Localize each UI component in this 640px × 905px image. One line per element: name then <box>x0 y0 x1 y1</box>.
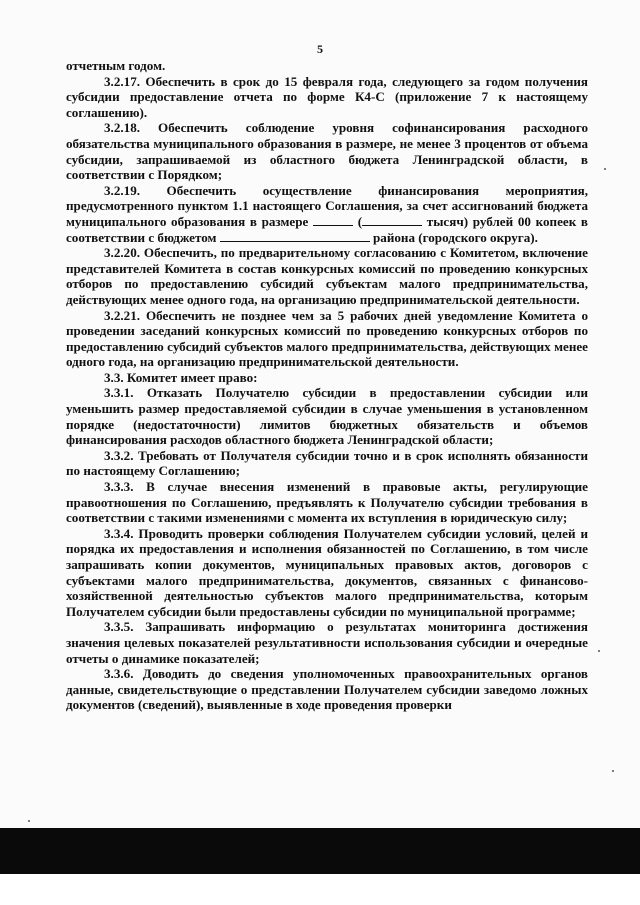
paragraph-3-2-17: 3.2.17. Обеспечить в срок до 15 февраля года, следующего за годом получения субсидии предоставление отчета по форме К4-С (приложение 7 к настоящему соглашению). <box>66 73 588 120</box>
paragraph-3-2-19-paren: ( <box>357 213 363 229</box>
scan-speck <box>598 650 600 652</box>
paragraph-3-3-2: 3.3.2. Требовать от Получателя субсидии точно и в срок исполнять обязанности по настоящему Соглашению; <box>66 447 588 479</box>
paragraph-3-3-5: 3.3.5. Запрашивать информацию о результатах мониторинга достижения значения целевых показателей результативности использования субсидии и очередные отчеты о динамике показателей; <box>66 619 588 666</box>
scan-dark-band <box>0 828 640 874</box>
paragraph-3-2-19-cont: тысяч) рублей 00 копеек в соответствии с бюджетом <box>66 213 588 245</box>
paragraph-3-2-19 <box>66 183 588 245</box>
paragraph-3-2-19-end: района (городского округа). <box>373 229 538 245</box>
scan-bottom-margin <box>0 874 640 905</box>
paragraph-3-3-6: 3.3.6. Доводить до сведения уполномоченных правоохранительных органов данные, свидетельствующие о представлении Получателем субсидии заведомо ложных документов (сведений), выявленные в ходе проведения проверки <box>66 666 588 713</box>
scan-speck <box>28 820 30 822</box>
paragraph-3-3-3: 3.3.3. В случае внесения изменений в правовые акты, регулирующие правоотношения по Соглашению, предъявлять к Получателю субсидии требования в соответствии с такими изменениями с момента их вступления в юридическую силу; <box>66 479 588 526</box>
paragraph-3-3: 3.3. Комитет имеет право: <box>104 369 258 385</box>
paragraph-3-2-19-text: 3.2.19. Обеспечить осуществление финансирования мероприятия, предусмотренного пунктом 1.1 настоящего Соглашения, за счет ассигнований бюджета муниципального образования в размере <box>66 182 588 229</box>
paragraph-3-3-1: 3.3.1. Отказать Получателю субсидии в предоставлении субсидии или уменьшить размер предоставляемой субсидии в случае уменьшения в установленном порядке (недостаточности) лимитов бюджетных обязательств и объемов финансирования расходов областного бюджета Ленинградской области; <box>66 385 588 448</box>
paragraph-3-2-21: 3.2.21. Обеспечить не позднее чем за 5 рабочих дней уведомление Комитета о проведении заседаний конкурсных комиссий по проведению конкурсных отборов по предоставлению субсидий субъектов малого предпринимательства, действующих менее одного года, на организацию предпринимательской деятельности. <box>66 307 588 370</box>
paragraph-3-2-20: 3.2.20. Обеспечить, по предварительному согласованию с Комитетом, включение представителей Комитета в состав конкурсных комиссий по проведению конкурсных отборов по предоставлению субсидий субъектам малого предпринимательства, действующих менее одного года, на организацию предпринимательской деятельности. <box>66 245 588 307</box>
scan-speck <box>604 168 606 170</box>
scan-speck <box>612 770 614 772</box>
document-body <box>66 58 588 713</box>
district-blank <box>220 230 370 242</box>
paragraph-3-3-4: 3.3.4. Проводить проверки соблюдения Получателем субсидии условий, целей и порядка их предоставления и исполнения обязанностей по Соглашению, в том числе запрашивать копии документов, муниципальных правовых актов, договоров с субъектами малого предпринимательства, документов, связанных с финансово-хозяйственной деятельностью субъектов малого предпринимательства, которым Получателем субсидии были предоставлены субсидии по муниципальной программе; <box>66 525 588 619</box>
amount-blank <box>313 214 353 226</box>
page-number: 5 <box>317 42 323 56</box>
paragraph-3-2-18: 3.2.18. Обеспечить соблюдение уровня софинансирования расходного обязательства муниципального образования в размере, не менее 3 процентов от объема субсидии, запрашиваемой из областного бюджета Ленинградской области, в соответствии с Порядком; <box>66 120 588 183</box>
paragraph-intro-tail: отчетным годом. <box>66 58 166 73</box>
amount-words-blank <box>362 214 422 226</box>
